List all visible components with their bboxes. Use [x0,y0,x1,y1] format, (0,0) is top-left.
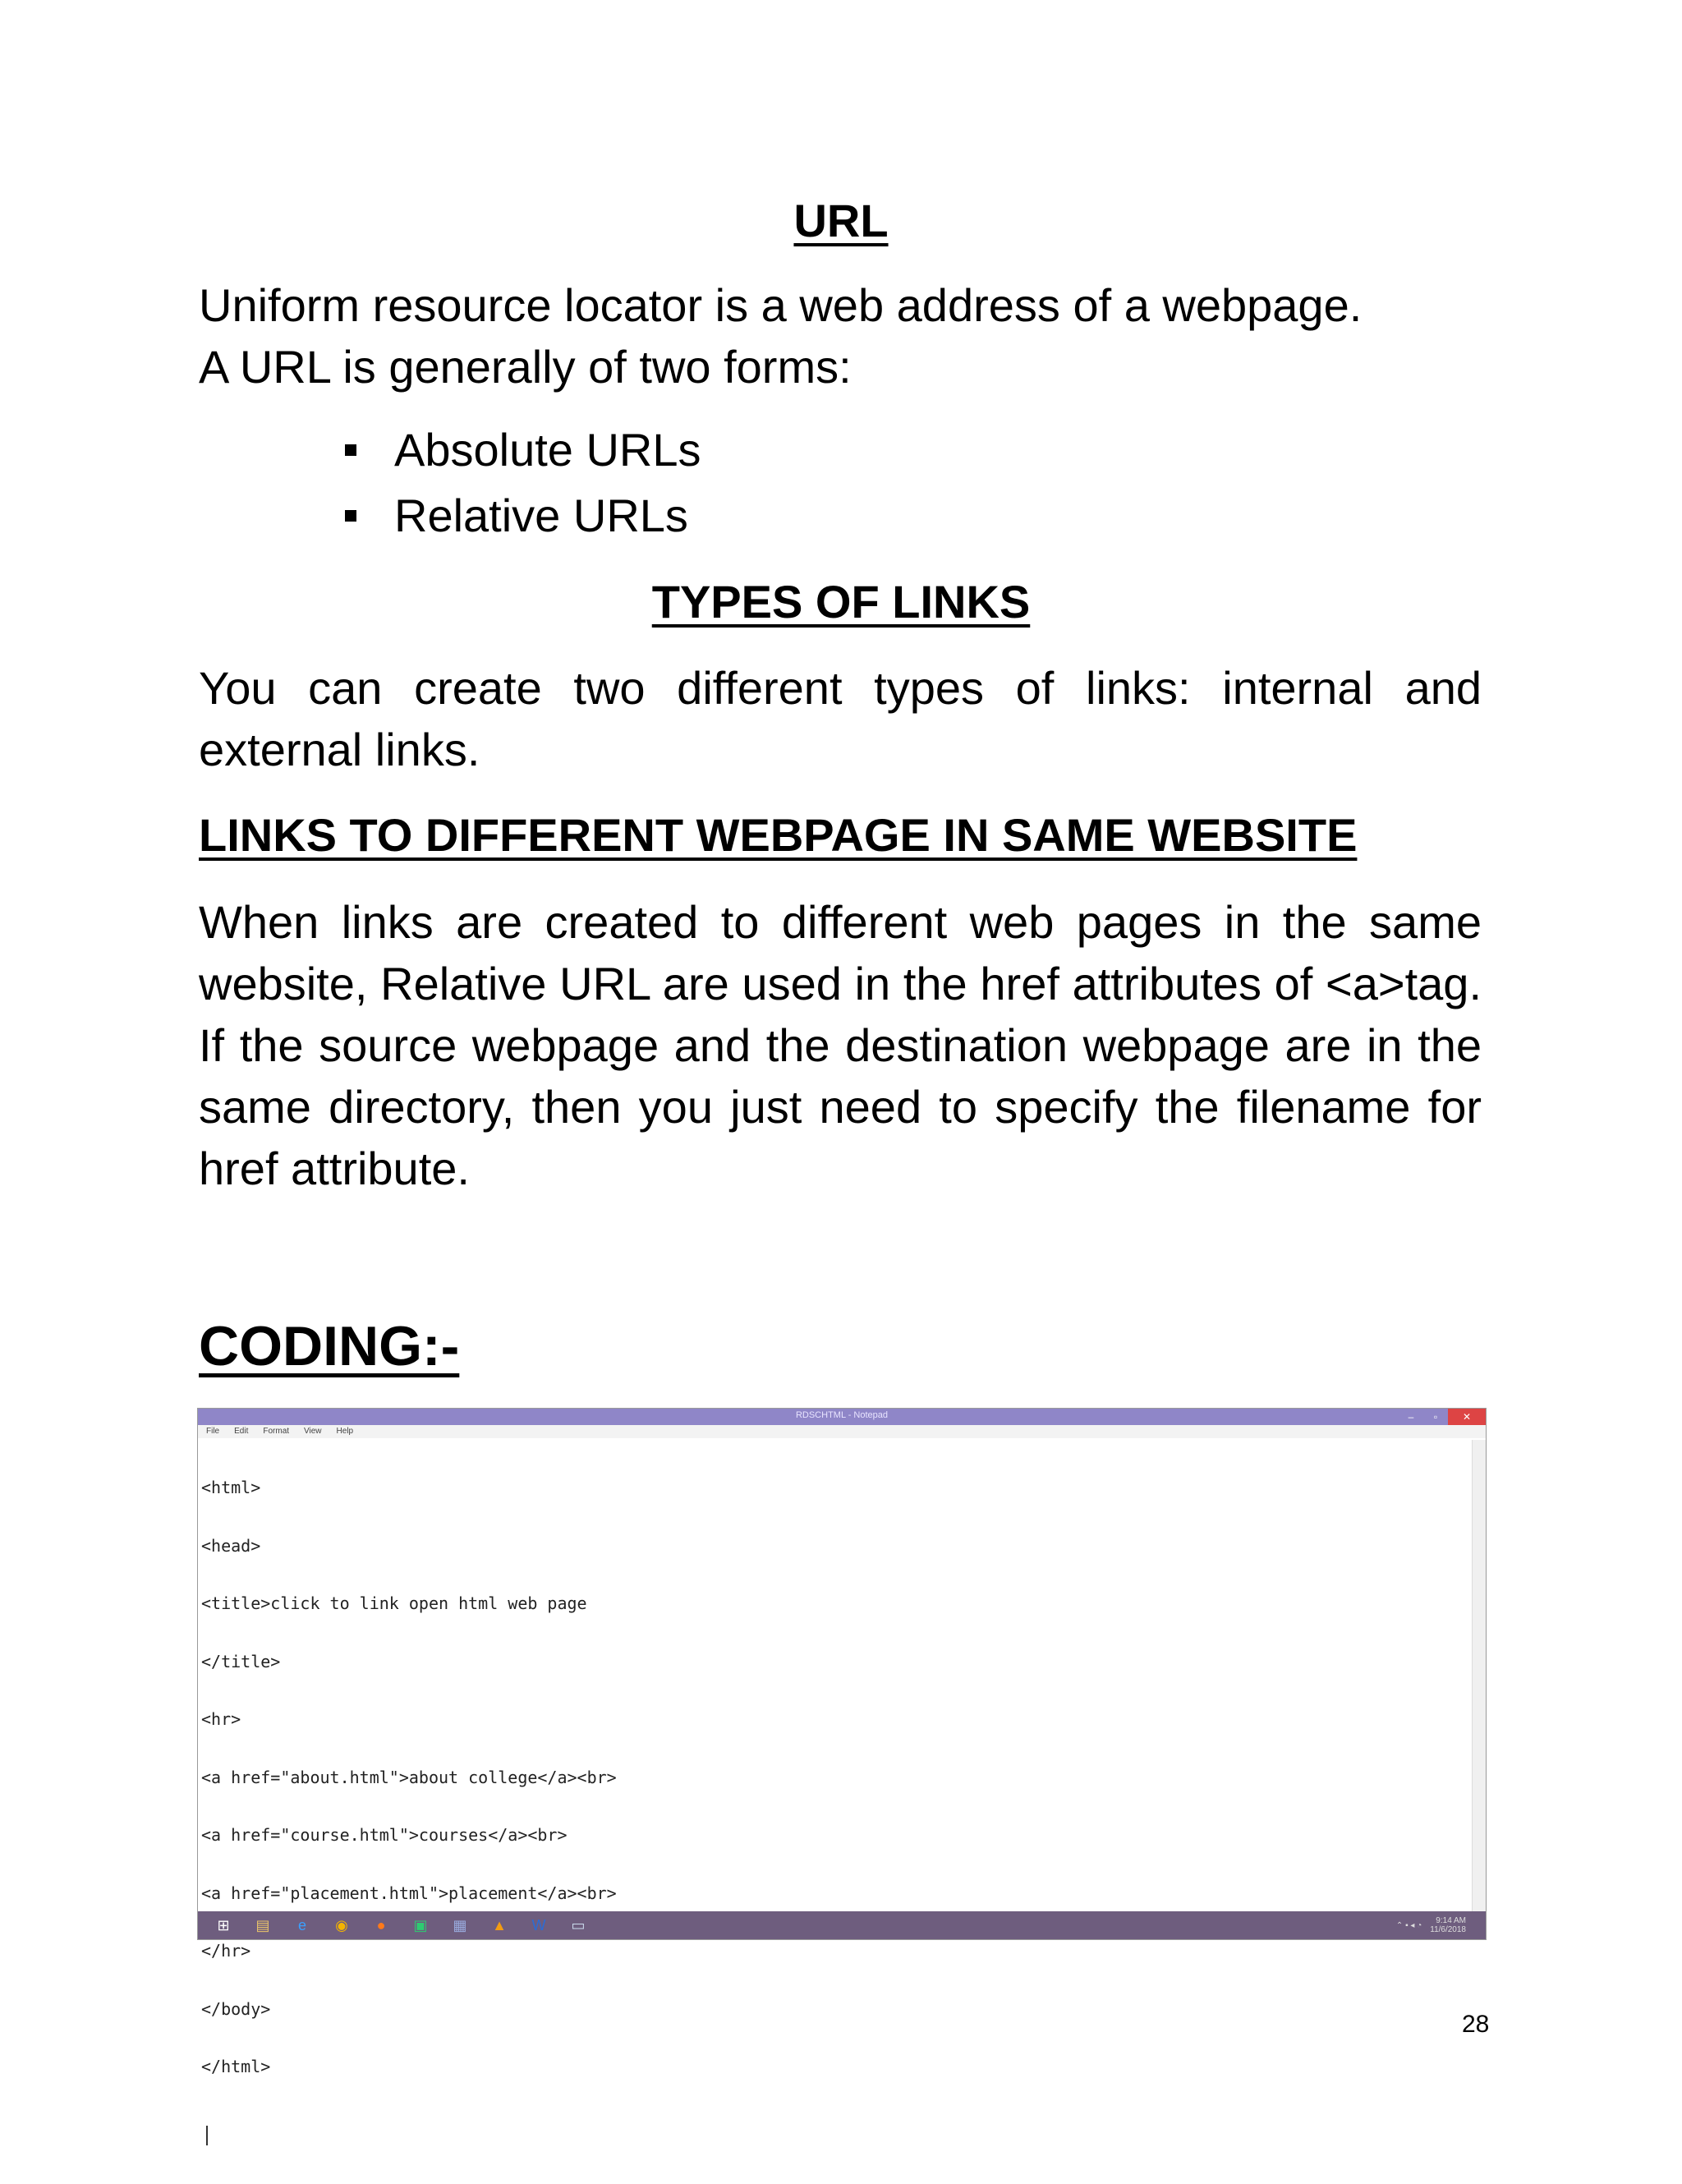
clock-date: 11/6/2018 [1430,1925,1466,1934]
window-controls [1399,1409,1486,1425]
tray-icons: ⌃ ▪ ◂ ◔ [1395,1920,1422,1930]
file-explorer-icon: ▤ [255,1916,270,1933]
list-item [345,417,701,483]
code-line: <a href="placement.html">placement</a><br> [201,1883,617,1903]
minimize-icon: – [1408,1411,1414,1423]
internet-explorer-icon: e [297,1916,306,1933]
text-caret [206,2126,208,2145]
coding-heading: CODING:- [199,1315,460,1377]
list-item-label: Absolute URLs [394,424,701,476]
menu-file: File [206,1427,220,1436]
code-line: <html> [201,1478,261,1497]
code-line: </html> [201,2057,271,2076]
notepad-icon: ▭ [571,1916,586,1933]
list-item-label: Relative URLs [394,490,688,541]
firefox-icon: ● [376,1916,386,1933]
square-bullet-icon [345,444,356,456]
maximize-icon: ▫ [1433,1411,1438,1423]
menu-format: Format [263,1427,290,1436]
same-website-heading: LINKS TO DIFFERENT WEBPAGE IN SAME WEBSITE [199,809,1358,861]
page-number: 28 [1462,2011,1490,2038]
menu-help: Help [336,1427,354,1436]
clock [1430,1916,1466,1934]
window-title: RDSCHTML - Notepad [795,1410,889,1420]
code-line: <title>click to link open html web page [201,1593,587,1613]
url-heading: URL [793,195,889,246]
url-forms-list [345,417,701,549]
menu-edit: Edit [234,1427,249,1436]
chrome-icon: ◉ [335,1916,348,1933]
code-line: <a href="course.html">courses</a><br> [201,1825,568,1845]
close-icon: ✕ [1448,1409,1486,1425]
window-titlebar [198,1409,1486,1425]
url-definition [199,274,1482,398]
code-line: </hr> [201,1941,251,1961]
types-of-links-text: You can create two different types of links: internal and external links. [199,662,1482,775]
word-icon: W [531,1916,546,1933]
same-website-text: When links are created to different web pages in the same website, Relative URL are used in the href attributes of <a>tag. If the source webpage and the destination webpage are in the same directory, then you just need to specify the filename for href attribute. [199,896,1482,1194]
app-icon: ▣ [413,1916,428,1933]
url-line-1: Uniform resource locator is a web address of a webpage. [199,279,1363,331]
list-item [345,483,701,549]
code-line: <a href="about.html">about college</a><br> [201,1767,617,1787]
calculator-icon: ▦ [453,1916,467,1933]
vlc-icon: ▲ [492,1916,507,1933]
code-line: </body> [201,1998,271,2019]
code-line: </title> [201,1651,281,1671]
system-tray [1396,1916,1486,1934]
vertical-scrollbar [1472,1440,1486,1911]
menu-bar [198,1425,1486,1438]
clock-time: 9:14 AM [1436,1916,1466,1925]
types-of-links-heading: TYPES OF LINKS [651,576,1031,628]
code-line: <hr> [201,1709,241,1729]
menu-view: View [304,1427,322,1436]
windows-start-icon: ⊞ [217,1916,230,1933]
square-bullet-icon [345,510,356,522]
code-line: <head> [201,1535,261,1556]
taskbar [198,1911,1486,1939]
url-line-2: A URL is generally of two forms: [199,341,852,393]
